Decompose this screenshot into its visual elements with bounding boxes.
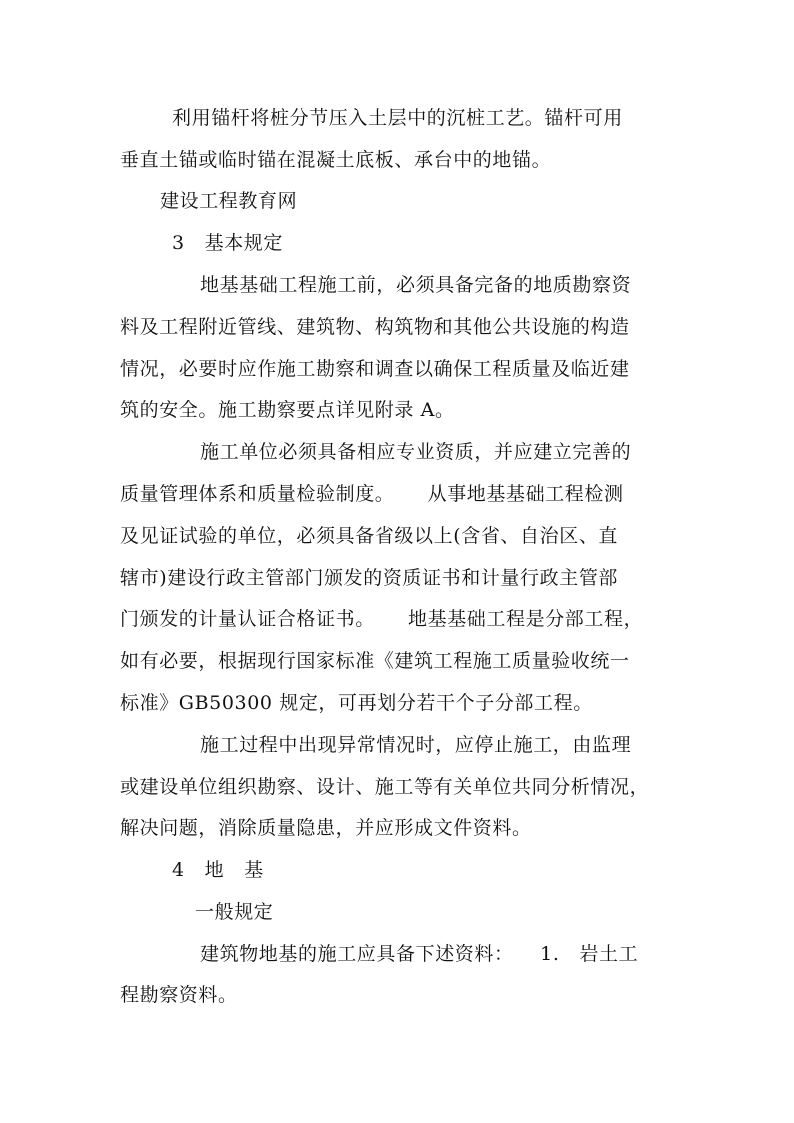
text-line: 地基基础工程施工前，必须具备完备的地质勘察资 [200,274,632,296]
text-line: 或建设单位组织勘察、设计、施工等有关单位共同分析情况， [120,776,650,798]
text-line: 程勘察资料。 [120,984,238,1006]
text-line: 利用锚杆将桩分节压入土层中的沉桩工艺。锚杆可用 [172,107,623,129]
text-line: 施工过程中出现异常情况时，应停止施工，由监理 [200,734,632,756]
text-line: 及见证试验的单位，必须具备省级以上(含省、自治区、直 [120,525,619,547]
text-line: 施工单位必须具备相应专业资质，并应建立完善的 [200,441,632,463]
text-line: 辖市)建设行政主管部门颁发的资质证书和计量行政主管部 [120,567,619,589]
text-line: 垂直土锚或临时锚在混凝土底板、承台中的地锚。 [120,149,552,171]
text-line: 筑的安全。施工勘察要点详见附录 A。 [120,399,455,421]
text-line: 如有必要，根据现行国家标准《建筑工程施工质量验收统一 [120,650,630,672]
section-heading: 3 基本规定 [172,232,284,254]
section-heading: 4 地 基 [172,859,264,881]
text-line: 建筑物地基的施工应具备下述资料： 1. 岩土工 [200,943,639,965]
subsection-heading: 一般规定 [195,901,274,923]
text-line: 质量管理体系和质量检验制度。 从事地基基础工程检测 [120,483,624,505]
text-line: 门颁发的计量认证合格证书。 地基基础工程是分部工程， [120,608,644,630]
text-line: 解决问题，消除质量隐患，并应形成文件资料。 [120,817,532,839]
text-line: 标准》GB50300 规定，可再划分若干个子分部工程。 [120,692,593,714]
text-line: 情况，必要时应作施工勘察和调查以确保工程质量及临近建 [120,358,630,380]
text-line: 料及工程附近管线、建筑物、构筑物和其他公共设施的构造 [120,316,630,338]
text-line: 建设工程教育网 [160,190,298,212]
